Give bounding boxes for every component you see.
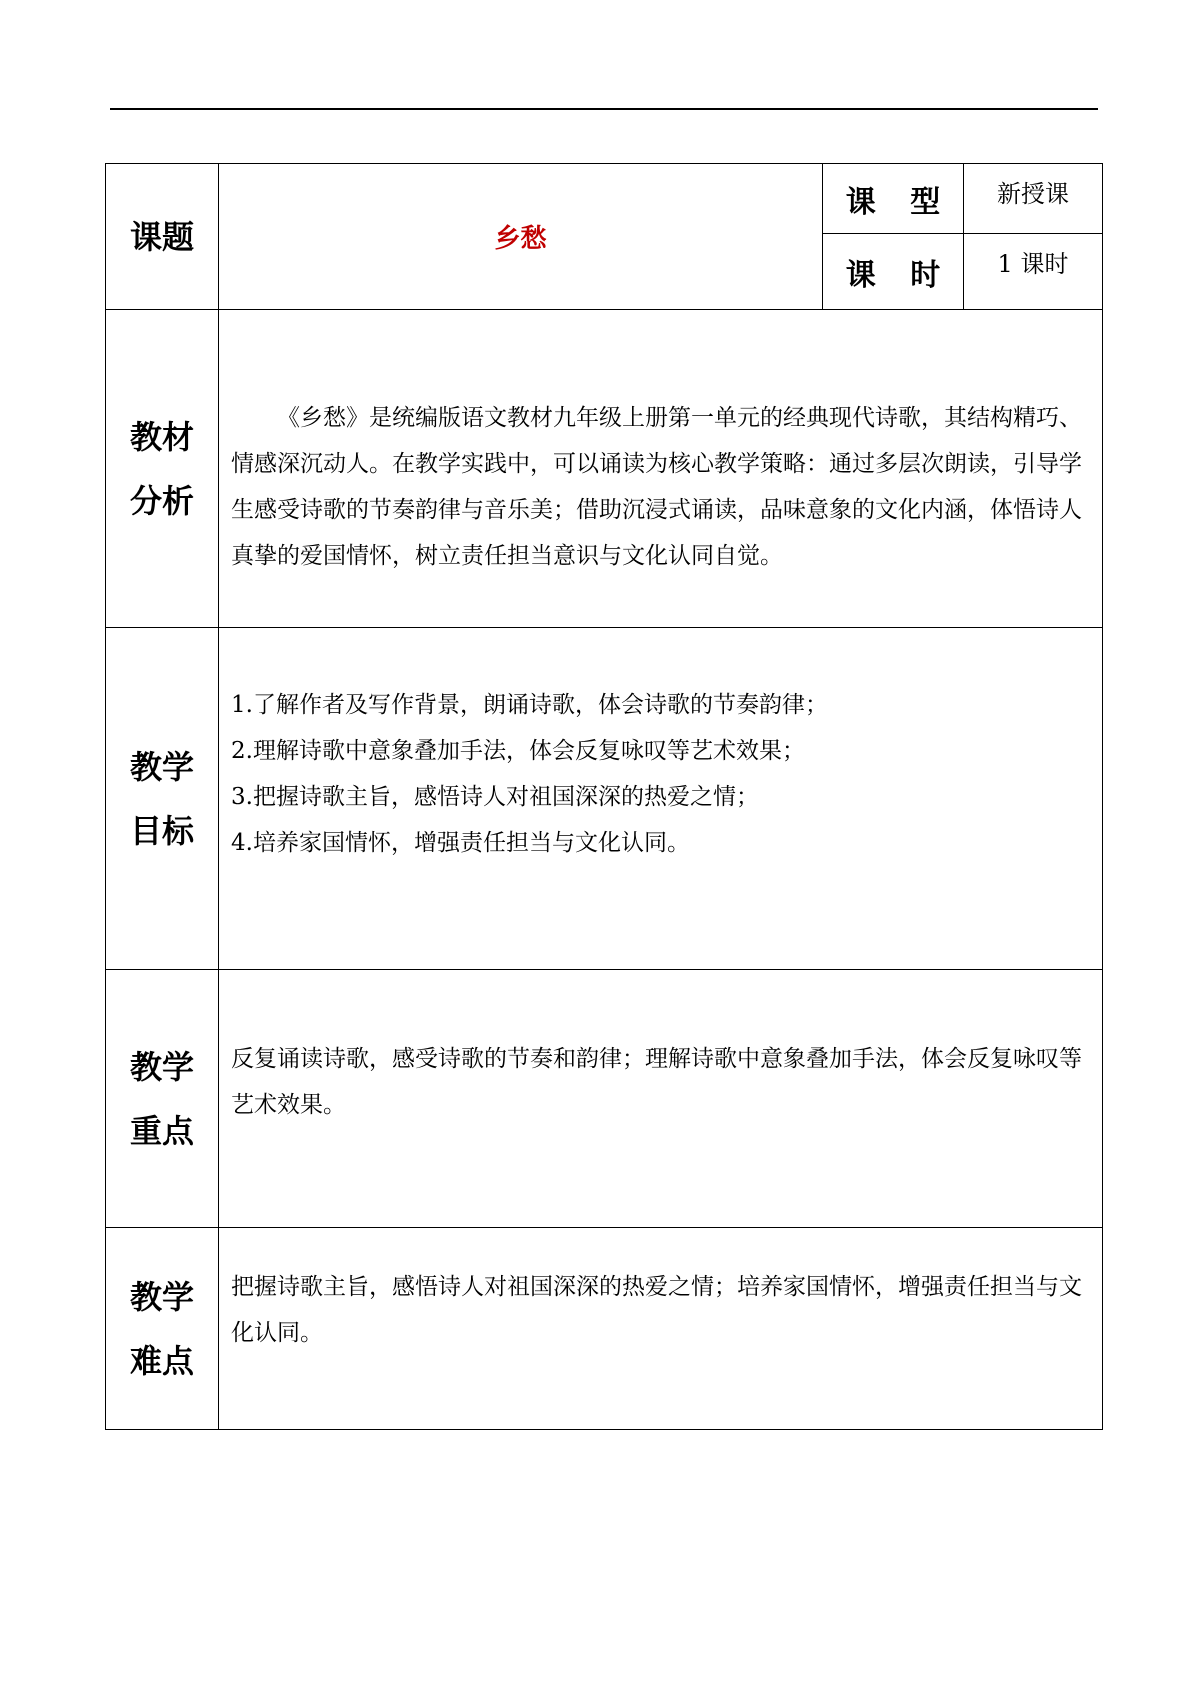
goal-item: 4.培养家国情怀，增强责任担当与文化认同。 — [231, 830, 690, 856]
goal-item: 1.了解作者及写作背景，朗诵诗歌，体会诗歌的节奏韵律； — [231, 692, 828, 718]
goals-label: 教学 目标 — [106, 628, 219, 970]
key-points-text: 反复诵读诗歌，感受诗歌的节奏和韵律；理解诗歌中意象叠加手法，体会反复咏叹等艺术效果。 — [231, 1046, 1082, 1118]
goal-item: 3.把握诗歌主旨，感悟诗人对祖国深深的热爱之情； — [231, 784, 759, 810]
key-points-label: 教学 重点 — [106, 970, 219, 1228]
analysis-content — [219, 310, 1103, 628]
lesson-plan-table — [105, 163, 1103, 1430]
lesson-type-value: 新授课 — [964, 164, 1103, 234]
difficulties-text: 把握诗歌主旨，感悟诗人对祖国深深的热爱之情；培养家国情怀，增强责任担当与文化认同。 — [231, 1274, 1082, 1346]
lesson-type-label: 课 型 — [823, 164, 964, 234]
goal-item: 2.理解诗歌中意象叠加手法，体会反复咏叹等艺术效果； — [231, 738, 805, 764]
difficulties-label: 教学 难点 — [106, 1228, 219, 1430]
goals-content — [219, 628, 1103, 970]
lesson-hours-value: 1 课时 — [964, 234, 1103, 310]
difficulties-content — [219, 1228, 1103, 1430]
analysis-label: 教材 分析 — [106, 310, 219, 628]
header-rule — [110, 108, 1098, 110]
lesson-hours-label: 课 时 — [823, 234, 964, 310]
lesson-title: 乡愁 — [219, 164, 823, 310]
topic-label: 课题 — [106, 164, 219, 310]
analysis-text: 《乡愁》是统编版语文教材九年级上册第一单元的经典现代诗歌，其结构精巧、情感深沉动人。在教学实践中，可以诵读为核心教学策略：通过多层次朗读，引导学生感受诗歌的节奏韵律与音乐美；借助沉浸式诵读，品味意象的文化内涵，体悟诗人真挚的爱国情怀，树立责任担当意识与文化认同自觉。 — [231, 405, 1082, 569]
key-points-content — [219, 970, 1103, 1228]
